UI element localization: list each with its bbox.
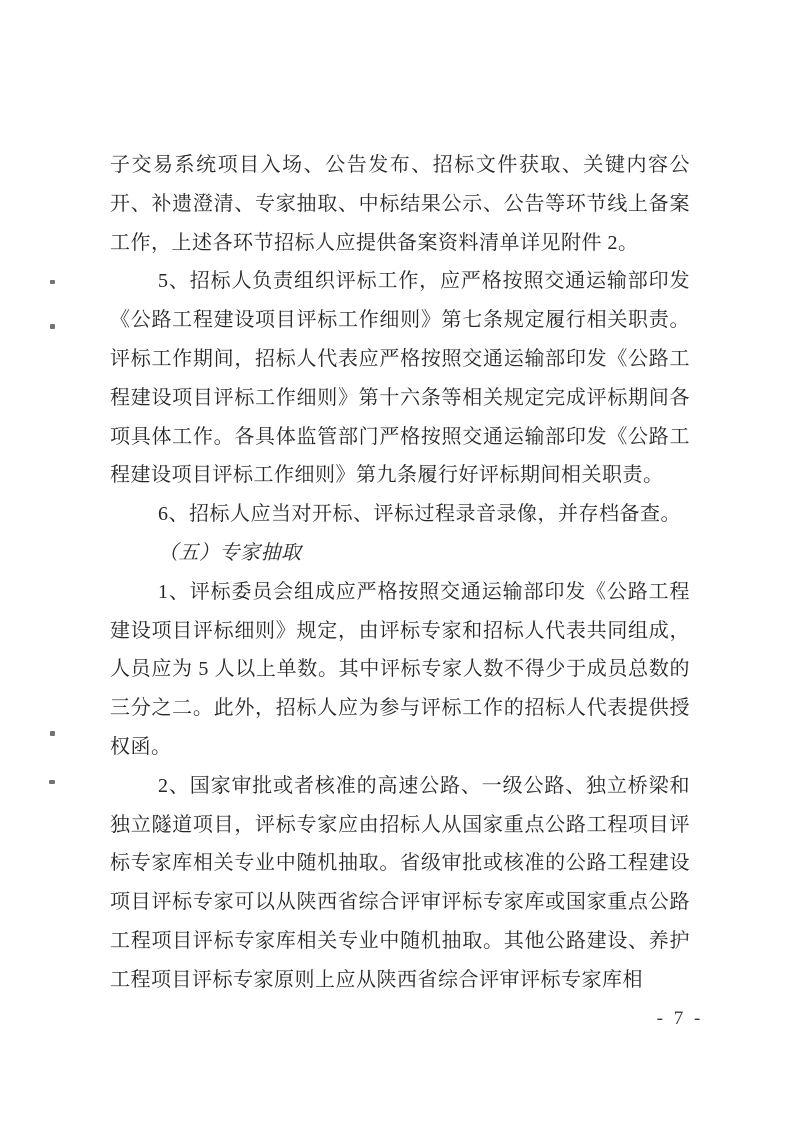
paragraph-item-6: 6、招标人应当对开标、评标过程录音录像，并存档备查。 — [158, 503, 681, 526]
document-body — [110, 146, 690, 1000]
page-number: - 7 - — [656, 1008, 704, 1029]
paragraph-item-1: 1、评标委员会组成应严格按照交通运输部印发《公路工程建设项目评标细则》规定，由评标专家和招标人代表共同组成，人员应为 5 人以上单数。其中评标专家人数不得少于成员总数的三分之二。此外，招标人应为参与评标工作的招标人代表提供授权函。 — [110, 580, 690, 758]
scan-speck — [50, 324, 55, 329]
paragraph-item-5: 5、招标人负责组织评标工作，应严格按照交通运输部印发《公路工程建设项目评标工作细则》第七条规定履行相关职责。评标工作期间，招标人代表应严格按照交通运输部印发《公路工程建设项目评标工作细则》第十六条等相关规定完成评标期间各项具体工作。各具体监管部门严格按照交通运输部印发《公路工程建设项目评标工作细则》第九条履行好评标期间相关职责。 — [110, 270, 690, 487]
section-heading-expert-selection: （五）专家抽取 — [158, 541, 302, 564]
scan-speck — [50, 280, 55, 284]
paragraph-continuation: 子交易系统项目入场、公告发布、招标文件获取、关键内容公开、补遗澄清、专家抽取、中标结果公示、公告等环节线上备案工作，上述各环节招标人应提供备案资料清单详见附件 2。 — [110, 154, 690, 254]
scan-speck — [49, 780, 55, 784]
scan-speck — [50, 731, 55, 736]
paragraph-item-2: 2、国家审批或者核准的高速公路、一级公路、独立桥梁和独立隧道项目，评标专家应由招标人从国家重点公路工程项目评标专家库相关专业中随机抽取。省级审批或核准的公路工程建设项目评标专家可以从陕西省综合评审评标专家库或国家重点公路工程项目评标专家库相关专业中随机抽取。其他公路建设、养护工程项目评标专家原则上应从陕西省综合评审评标专家库相 — [110, 774, 690, 991]
